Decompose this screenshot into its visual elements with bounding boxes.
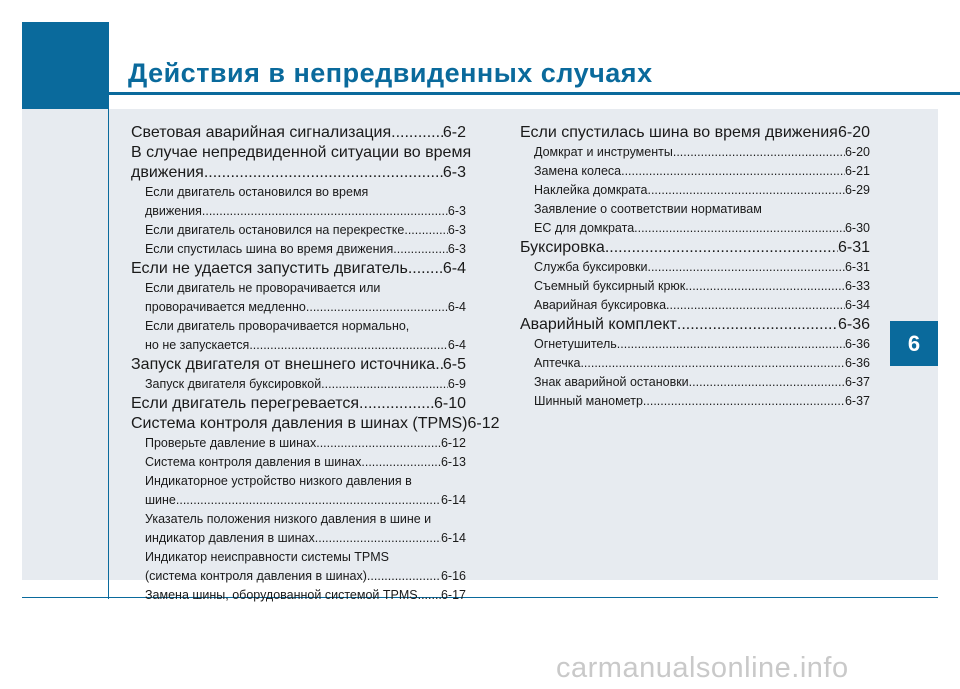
toc-entry[interactable] xyxy=(145,317,466,355)
dot-leader xyxy=(176,491,441,510)
toc-page-number: 6-36 xyxy=(844,337,870,351)
toc-entry[interactable] xyxy=(534,258,870,277)
dot-leader xyxy=(580,354,845,373)
toc-entry[interactable] xyxy=(534,200,870,238)
toc-column-left xyxy=(131,123,500,605)
dot-leader xyxy=(361,453,441,472)
toc-entry-title: Замена колеса xyxy=(534,164,622,178)
toc-entry[interactable] xyxy=(131,355,466,375)
toc-entry-title: Световая аварийная сигнализация xyxy=(131,124,392,141)
title-divider xyxy=(109,92,960,95)
toc-entry-title: Если не удается запустить двигатель xyxy=(131,260,408,277)
toc-entry[interactable] xyxy=(145,510,466,548)
toc-entry-title: Система контроля давления в шинах (TPMS) xyxy=(131,415,468,432)
toc-entry[interactable] xyxy=(145,586,466,605)
toc-entry-title: движения xyxy=(131,164,204,181)
toc-entry[interactable] xyxy=(534,354,870,373)
toc-column-right xyxy=(520,123,870,411)
toc-page-number: 6-31 xyxy=(837,239,870,256)
toc-entry[interactable] xyxy=(145,434,466,453)
toc-page-number: 6-4 xyxy=(447,300,466,314)
page-title: Действия в непредвиденных случаях xyxy=(128,58,653,88)
toc-entry[interactable] xyxy=(145,375,466,394)
toc-entry[interactable] xyxy=(145,221,466,240)
toc-page-number: 6-16 xyxy=(440,569,466,583)
toc-entry[interactable] xyxy=(534,373,870,392)
toc-entry[interactable] xyxy=(131,414,500,434)
toc-page-number: 6-30 xyxy=(844,221,870,235)
toc-entry[interactable] xyxy=(145,240,466,259)
dot-leader xyxy=(315,529,441,548)
dot-leader xyxy=(306,298,448,317)
toc-entry[interactable] xyxy=(520,315,870,335)
toc-entry-title: движения xyxy=(145,204,202,218)
toc-page-number: 6-14 xyxy=(440,531,466,545)
dot-leader xyxy=(689,373,845,392)
toc-entry[interactable] xyxy=(534,162,870,181)
dot-leader xyxy=(418,586,441,605)
toc-entry[interactable] xyxy=(534,143,870,162)
toc-entry-title: (система контроля давления в шинах) xyxy=(145,569,367,583)
toc-page-number: 6-31 xyxy=(844,260,870,274)
toc-entry-title-line: Если двигатель проворачивается нормально, xyxy=(145,319,410,333)
dot-leader xyxy=(647,258,844,277)
toc-entry-title: но не запускается xyxy=(145,338,250,352)
toc-entry-title: Огнетушитель xyxy=(534,337,617,351)
toc-entry-title-line: Индикаторное устройство низкого давления в xyxy=(145,474,412,488)
dot-leader xyxy=(249,336,448,355)
dot-leader xyxy=(666,296,845,315)
toc-page-number: 6-2 xyxy=(442,124,466,141)
toc-page-number: 6-36 xyxy=(837,316,870,333)
dot-leader xyxy=(202,202,448,221)
toc-entry[interactable] xyxy=(520,238,870,258)
dot-leader xyxy=(391,123,443,143)
toc-entry-title: Буксировка xyxy=(520,239,605,256)
dot-leader xyxy=(367,567,441,586)
toc-page-number: 6-33 xyxy=(844,279,870,293)
toc-entry[interactable] xyxy=(534,181,870,200)
toc-page-number: 6-13 xyxy=(440,455,466,469)
toc-entry[interactable] xyxy=(534,277,870,296)
toc-entry-title: Если двигатель остановился на перекрестке xyxy=(145,223,405,237)
toc-entry-title: Знак аварийной остановки xyxy=(534,375,689,389)
toc-page-number: 6-34 xyxy=(844,298,870,312)
dot-leader xyxy=(408,259,443,279)
dot-leader xyxy=(359,394,434,414)
toc-entry-title-line: Если двигатель не проворачивается или xyxy=(145,281,381,295)
toc-page-number: 6-17 xyxy=(440,588,466,602)
toc-entry-title: Аптечка xyxy=(534,356,581,370)
dot-leader xyxy=(647,181,845,200)
toc-entry-title: Шинный манометр xyxy=(534,394,643,408)
toc-entry-title: Аварийный комплект xyxy=(520,316,677,333)
chapter-tab[interactable]: 6 xyxy=(890,321,938,366)
toc-page-number: 6-12 xyxy=(440,436,466,450)
dot-leader xyxy=(605,238,838,258)
toc-entry[interactable] xyxy=(131,143,472,183)
dot-leader xyxy=(621,162,845,181)
toc-entry-title-line: В случае непредвиденной ситуации во время xyxy=(131,144,472,161)
toc-page-number: 6-37 xyxy=(844,375,870,389)
toc-page-number: 6-3 xyxy=(447,204,466,218)
toc-entry[interactable] xyxy=(534,392,870,411)
toc-entry[interactable] xyxy=(145,279,466,317)
toc-page-number: 6-12 xyxy=(467,415,500,432)
toc-page-number: 6-3 xyxy=(442,164,466,181)
dot-leader xyxy=(617,335,845,354)
toc-entry-title: Если спустилась шина во время движения xyxy=(520,124,838,141)
toc-page-number: 6-3 xyxy=(447,242,466,256)
toc-page-number: 6-9 xyxy=(447,377,466,391)
toc-entry-title: Если двигатель перегревается xyxy=(131,395,360,412)
watermark: carmanualsonline.info xyxy=(556,652,849,684)
dot-leader xyxy=(404,221,448,240)
toc-entry-title-line: Если двигатель остановился во время xyxy=(145,185,369,199)
dot-leader xyxy=(634,219,845,238)
toc-entry[interactable] xyxy=(145,548,466,586)
toc-entry[interactable] xyxy=(145,453,466,472)
toc-entry-title: Запуск двигателя от внешнего источника xyxy=(131,356,436,373)
toc-entry-title: Домкрат и инструменты xyxy=(534,145,673,159)
vertical-divider xyxy=(108,22,109,599)
dot-leader xyxy=(673,143,845,162)
toc-entry-title: Аварийная буксировка xyxy=(534,298,667,312)
toc-entry[interactable] xyxy=(145,183,466,221)
dot-leader xyxy=(643,392,845,411)
toc-entry[interactable] xyxy=(131,259,466,279)
toc-page-number: 6-14 xyxy=(440,493,466,507)
toc-entry-title: индикатор давления в шинах xyxy=(145,531,315,545)
toc-entry[interactable] xyxy=(145,472,466,510)
dot-leader xyxy=(685,277,845,296)
toc-entry-title: Замена шины, оборудованной системой TPMS xyxy=(145,588,418,602)
toc-page-number: 6-36 xyxy=(844,356,870,370)
toc-entry-title: Съемный буксирный крюк xyxy=(534,279,686,293)
toc-page-number: 6-21 xyxy=(844,164,870,178)
dot-leader xyxy=(204,163,443,183)
toc-entry-title: Служба буксировки xyxy=(534,260,648,274)
toc-entry[interactable] xyxy=(520,123,870,143)
toc-entry-title-line: Заявление о соответствии нормативам xyxy=(534,202,762,216)
toc-page-number: 6-4 xyxy=(447,338,466,352)
toc-entry-title-line: Индикатор неисправности системы TPMS xyxy=(145,550,390,564)
dot-leader xyxy=(677,315,838,335)
dot-leader xyxy=(316,434,441,453)
toc-page-number: 6-10 xyxy=(433,395,466,412)
dot-leader xyxy=(321,375,448,394)
toc-page-number: 6-29 xyxy=(844,183,870,197)
toc-entry[interactable] xyxy=(534,296,870,315)
toc-entry-title: Система контроля давления в шинах xyxy=(145,455,362,469)
header-corner-block xyxy=(22,22,109,109)
toc-entry-title: проворачивается медленно xyxy=(145,300,306,314)
toc-page-number: 6-20 xyxy=(844,145,870,159)
toc-entry[interactable] xyxy=(131,394,466,414)
dot-leader xyxy=(435,355,443,375)
toc-entry[interactable] xyxy=(131,123,466,143)
toc-page-number: 6-3 xyxy=(447,223,466,237)
toc-entry-title: Проверьте давление в шинах xyxy=(145,436,317,450)
toc-page-number: 6-37 xyxy=(844,394,870,408)
dot-leader xyxy=(393,240,448,259)
toc-entry-title: Наклейка домкрата xyxy=(534,183,648,197)
toc-entry-title: ЕС для домкрата xyxy=(534,221,635,235)
toc-page-number: 6-4 xyxy=(442,260,466,277)
toc-entry-title: Если спустилась шина во время движения xyxy=(145,242,394,256)
toc-page-number: 6-5 xyxy=(442,356,466,373)
toc-entry-title: шине xyxy=(145,493,176,507)
toc-entry[interactable] xyxy=(534,335,870,354)
toc-entry-title: Запуск двигателя буксировкой xyxy=(145,377,322,391)
toc-page-number: 6-20 xyxy=(837,124,870,141)
toc-entry-title-line: Указатель положения низкого давления в шине и xyxy=(145,512,432,526)
